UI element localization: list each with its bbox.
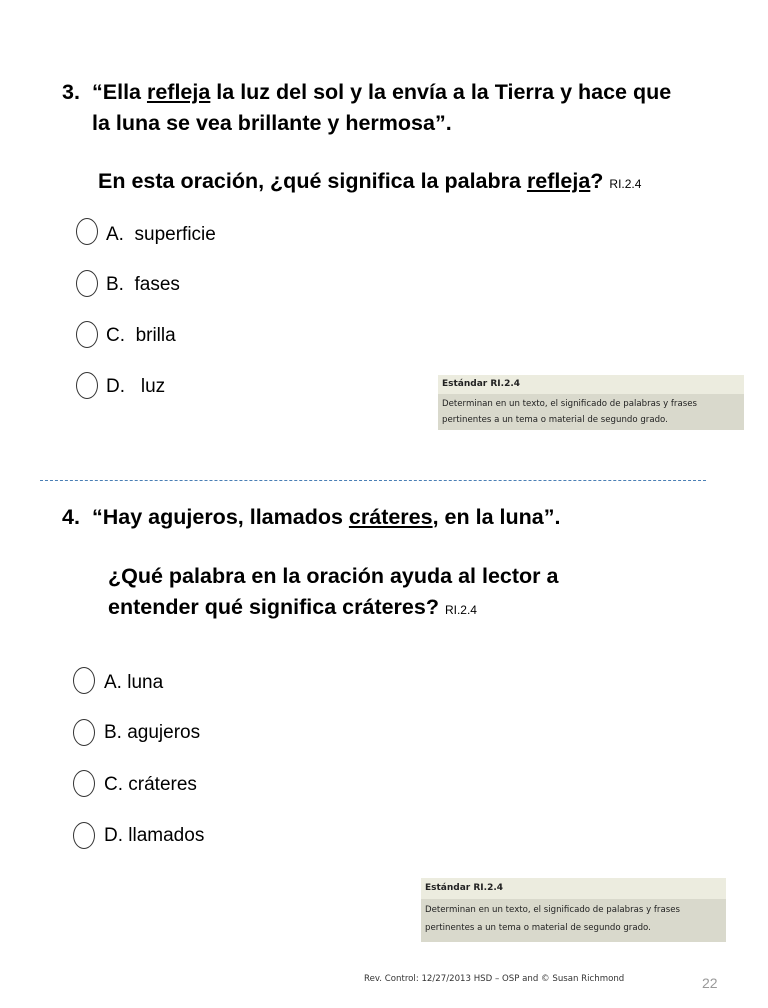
option-letter: B.	[106, 274, 124, 295]
question-4-number: 4.	[62, 505, 80, 529]
option-text: superficie	[134, 224, 216, 245]
q4-prompt-text: entender qué significa cráteres?	[108, 595, 439, 619]
q4-keyword: cráteres	[348, 505, 433, 529]
q3-standard-tag: RI.2.4	[609, 177, 642, 191]
q3-keyword: refleja	[146, 80, 211, 104]
q4-standard-tag: RI.2.4	[444, 603, 477, 617]
standard-box-line: Determinan en un texto, el significado de palabras y frases	[425, 905, 680, 915]
option-letter: A.	[104, 672, 122, 693]
option-letter: C.	[104, 774, 123, 795]
footer-revision-text: Rev. Control: 12/27/2013 HSD – OSP and © Susan Richmond	[364, 974, 625, 984]
q3-text-b: la luz del sol y la envía a la Tierra y hace que	[210, 80, 672, 104]
q4-option-a	[104, 672, 163, 694]
q3-option-a	[106, 224, 216, 246]
standard-box-line: Determinan en un texto, el significado de palabras y frases	[442, 399, 697, 409]
option-text: agujeros	[127, 722, 201, 743]
q4-text-a: “Hay agujeros, llamados	[92, 505, 349, 529]
question-3-sentence-line-2: la luna se vea brillante y hermosa”.	[92, 111, 452, 135]
q3-option-b	[106, 274, 180, 296]
q3-option-d-radio[interactable]	[76, 372, 98, 399]
option-letter: D.	[106, 376, 125, 397]
option-letter: C.	[106, 325, 125, 346]
q3-option-c	[106, 325, 176, 347]
option-text: fases	[134, 274, 180, 295]
question-3-sentence-line-1	[92, 79, 671, 105]
option-letter: A.	[106, 224, 124, 245]
option-text: cráteres	[128, 774, 197, 795]
question-4-prompt-line-1: ¿Qué palabra en la oración ayuda al lector a	[108, 564, 559, 588]
q4-standard-box	[421, 878, 726, 942]
q3-standard-box	[438, 375, 744, 430]
q3-prompt-keyword: refleja	[526, 169, 591, 193]
option-text: brilla	[135, 325, 176, 346]
standard-box-description	[421, 899, 726, 939]
q3-option-d	[106, 376, 165, 398]
option-text: luna	[127, 672, 164, 693]
q4-option-c	[104, 774, 197, 796]
question-4-sentence	[92, 504, 560, 530]
standard-box-title: Estándar RI.2.4	[421, 878, 726, 899]
standard-box-description	[438, 394, 744, 430]
q3-prompt-a: En esta oración, ¿qué significa la palabra	[98, 169, 527, 193]
standard-box-line: pertinentes a un tema o material de segundo grado.	[425, 923, 651, 933]
q4-text-b: , en la luna”.	[432, 505, 561, 529]
page-number: 22	[702, 975, 718, 991]
q3-prompt-b: ?	[590, 169, 604, 193]
q4-option-d-radio[interactable]	[73, 822, 95, 849]
q4-option-b-radio[interactable]	[73, 719, 95, 746]
standard-box-title: Estándar RI.2.4	[438, 375, 744, 394]
option-text: luz	[140, 376, 166, 397]
q4-option-d	[104, 825, 204, 847]
standard-box-line: pertinentes a un tema o material de segundo grado.	[442, 415, 668, 425]
q3-option-a-radio[interactable]	[76, 218, 98, 245]
option-letter: B.	[104, 722, 122, 743]
question-4-prompt-line-2	[108, 594, 477, 623]
q3-option-b-radio[interactable]	[76, 270, 98, 297]
q3-option-c-radio[interactable]	[76, 321, 98, 348]
q4-option-a-radio[interactable]	[73, 667, 95, 694]
option-text: llamados	[128, 825, 205, 846]
question-3-prompt	[98, 168, 641, 197]
option-letter: D.	[104, 825, 123, 846]
q4-option-c-radio[interactable]	[73, 770, 95, 797]
question-3-number: 3.	[62, 80, 80, 104]
q4-option-b	[104, 722, 200, 744]
section-divider	[40, 480, 706, 481]
q3-text-a: “Ella	[92, 80, 147, 104]
